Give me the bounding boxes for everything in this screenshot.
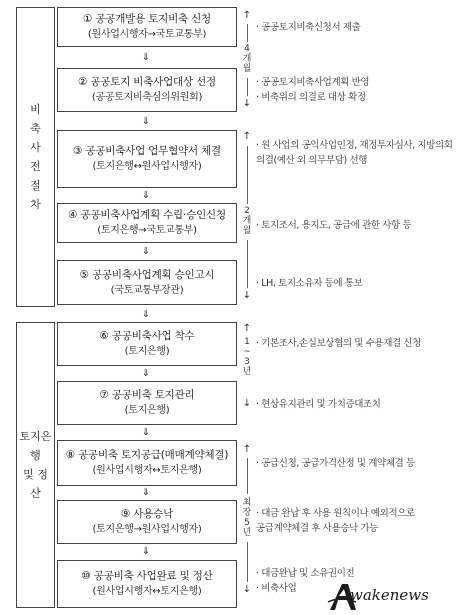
flow-arrow-icon: ⇓ xyxy=(141,546,151,557)
step-box xyxy=(57,7,237,47)
timeline-line xyxy=(247,146,248,204)
step-subtitle: (국토교통부장관) xyxy=(110,284,184,296)
step-note xyxy=(256,397,462,412)
step-title: ① 공공개발용 토지비축 신청 xyxy=(83,13,211,25)
flow-arrow-icon: ⇓ xyxy=(141,309,151,320)
step-note xyxy=(256,218,462,233)
timeline-label: 4 개 월 xyxy=(242,44,252,74)
stage-label: 비 축 사 전 절 차 xyxy=(30,103,41,211)
step-note xyxy=(256,138,462,168)
timeline-down-arrow-icon: ↓ xyxy=(242,290,252,301)
timeline-up-arrow-icon: ↑ xyxy=(242,323,252,334)
step-box xyxy=(57,322,237,366)
step-title: ③ 공공비축사업 업무협약서 체결 xyxy=(73,145,221,157)
watermark xyxy=(326,580,466,612)
timeline-line xyxy=(247,458,248,494)
note-line: · 토지조서, 용지도, 공급에 관한 사항 등 xyxy=(256,220,412,231)
step-title: ⑩ 공공비축 사업완료 및 정산 xyxy=(81,570,213,582)
watermark-text: wakenews xyxy=(350,586,429,604)
note-line: · 공공토지비축신청서 제출 xyxy=(256,22,361,33)
timeline-line xyxy=(247,78,248,96)
step-title: ⑦ 공공비축 토지관리 xyxy=(99,389,195,401)
step-title: ⑧ 공공비축 토지공급(매매계약체결) xyxy=(65,449,229,461)
step-title: ④ 공공비축사업계획 수립·승인신청 xyxy=(68,209,226,221)
step-subtitle: (원사업시행자↔토지은행) xyxy=(92,465,202,476)
timeline-label: 2 개 월 xyxy=(242,206,252,236)
timeline-down-arrow-icon: ↓ xyxy=(242,398,252,409)
step-box xyxy=(57,68,237,112)
note-line: · 비축위의 의결로 대상 확정 xyxy=(256,92,366,103)
timeline-line xyxy=(247,542,248,582)
note-line: · 공급신청, 공급가격산정 및 계약체결 등 xyxy=(256,458,415,469)
flow-arrow-icon: ⇓ xyxy=(141,190,151,201)
step-subtitle: (토지은행→국토교통부) xyxy=(97,225,197,236)
step-note xyxy=(256,276,462,291)
step-box xyxy=(57,260,237,305)
timeline-label: 1 ~ 3 년 xyxy=(242,337,252,377)
step-title: ⑨ 사용승낙 xyxy=(120,508,174,520)
note-line: · 대금 완납 후 사용 원칙이나 예외적으로 공급계약체결 후 사용승낙 가능 xyxy=(256,508,415,534)
step-note xyxy=(256,456,462,471)
flow-arrow-icon: ⇓ xyxy=(141,52,151,63)
step-box xyxy=(57,130,237,188)
step-note xyxy=(256,75,462,105)
step-box xyxy=(57,203,237,243)
step-note xyxy=(256,20,462,35)
note-line: · 기본조사,손실보상협의 및 수용재결 신청 xyxy=(256,338,421,349)
note-line: · 원 사업의 공익사업인정, 재정투자심사, 지방의회 의결(예산 외 의무부담) 선행 xyxy=(256,140,453,166)
step-subtitle: (공공토지비축심의위원회) xyxy=(91,92,203,103)
step-subtitle: (토지은행) xyxy=(124,405,170,416)
step-title: ⑤ 공공비축사업계획 승인고시 xyxy=(79,268,215,281)
timeline-down-arrow-icon: ↓ xyxy=(242,98,252,109)
step-subtitle: (원사업시행자↔토지은행) xyxy=(92,586,202,597)
note-line: · 공공토지비축사업계획 반영 xyxy=(256,77,370,88)
note-line: · 대금완납 및 소유권이전 xyxy=(256,568,355,579)
stage-pre-stockpile xyxy=(16,7,55,307)
flow-arrow-icon: ⇓ xyxy=(141,427,151,438)
timeline-line xyxy=(247,24,248,42)
step-title: ⑥ 공공비축사업 착수 xyxy=(99,330,195,342)
flow-arrow-icon: ⇓ xyxy=(141,246,151,257)
timeline-up-arrow-icon: ↑ xyxy=(242,131,252,142)
timeline-up-arrow-icon: ↑ xyxy=(242,444,252,455)
step-subtitle: (토지은행↔원사업시행자) xyxy=(92,161,202,172)
step-subtitle: (토지은행) xyxy=(124,346,170,357)
step-subtitle: (토지은행→원사업시행자) xyxy=(92,524,202,535)
step-box xyxy=(57,560,237,608)
flow-arrow-icon: ⇓ xyxy=(141,368,151,379)
timeline-line xyxy=(247,240,248,288)
flow-arrow-icon: ⇓ xyxy=(141,116,151,127)
timeline-down-arrow-icon: ↓ xyxy=(242,584,252,595)
flow-arrow-icon: ⇓ xyxy=(141,487,151,498)
step-box xyxy=(57,381,237,425)
timeline-up-arrow-icon: ↑ xyxy=(242,10,252,21)
note-line: · LH, 토지소유자 등에 통보 xyxy=(256,278,363,289)
stage-land-bank-settlement xyxy=(16,322,55,608)
step-subtitle: (원사업시행자→국토교통부) xyxy=(87,29,207,40)
step-box xyxy=(57,500,237,544)
stage-label: 토지은 행 및 정 산 xyxy=(19,430,52,500)
timeline-label: 최 장 5 년 xyxy=(242,498,252,538)
note-line: · 비축사업 xyxy=(256,583,297,594)
step-box xyxy=(57,440,237,486)
step-note xyxy=(256,336,462,351)
note-line: · 현상유지관리 및 가치증대조치 xyxy=(256,399,381,410)
step-title: ② 공공토지 비축사업대상 선정 xyxy=(78,76,216,88)
step-note xyxy=(256,506,462,536)
